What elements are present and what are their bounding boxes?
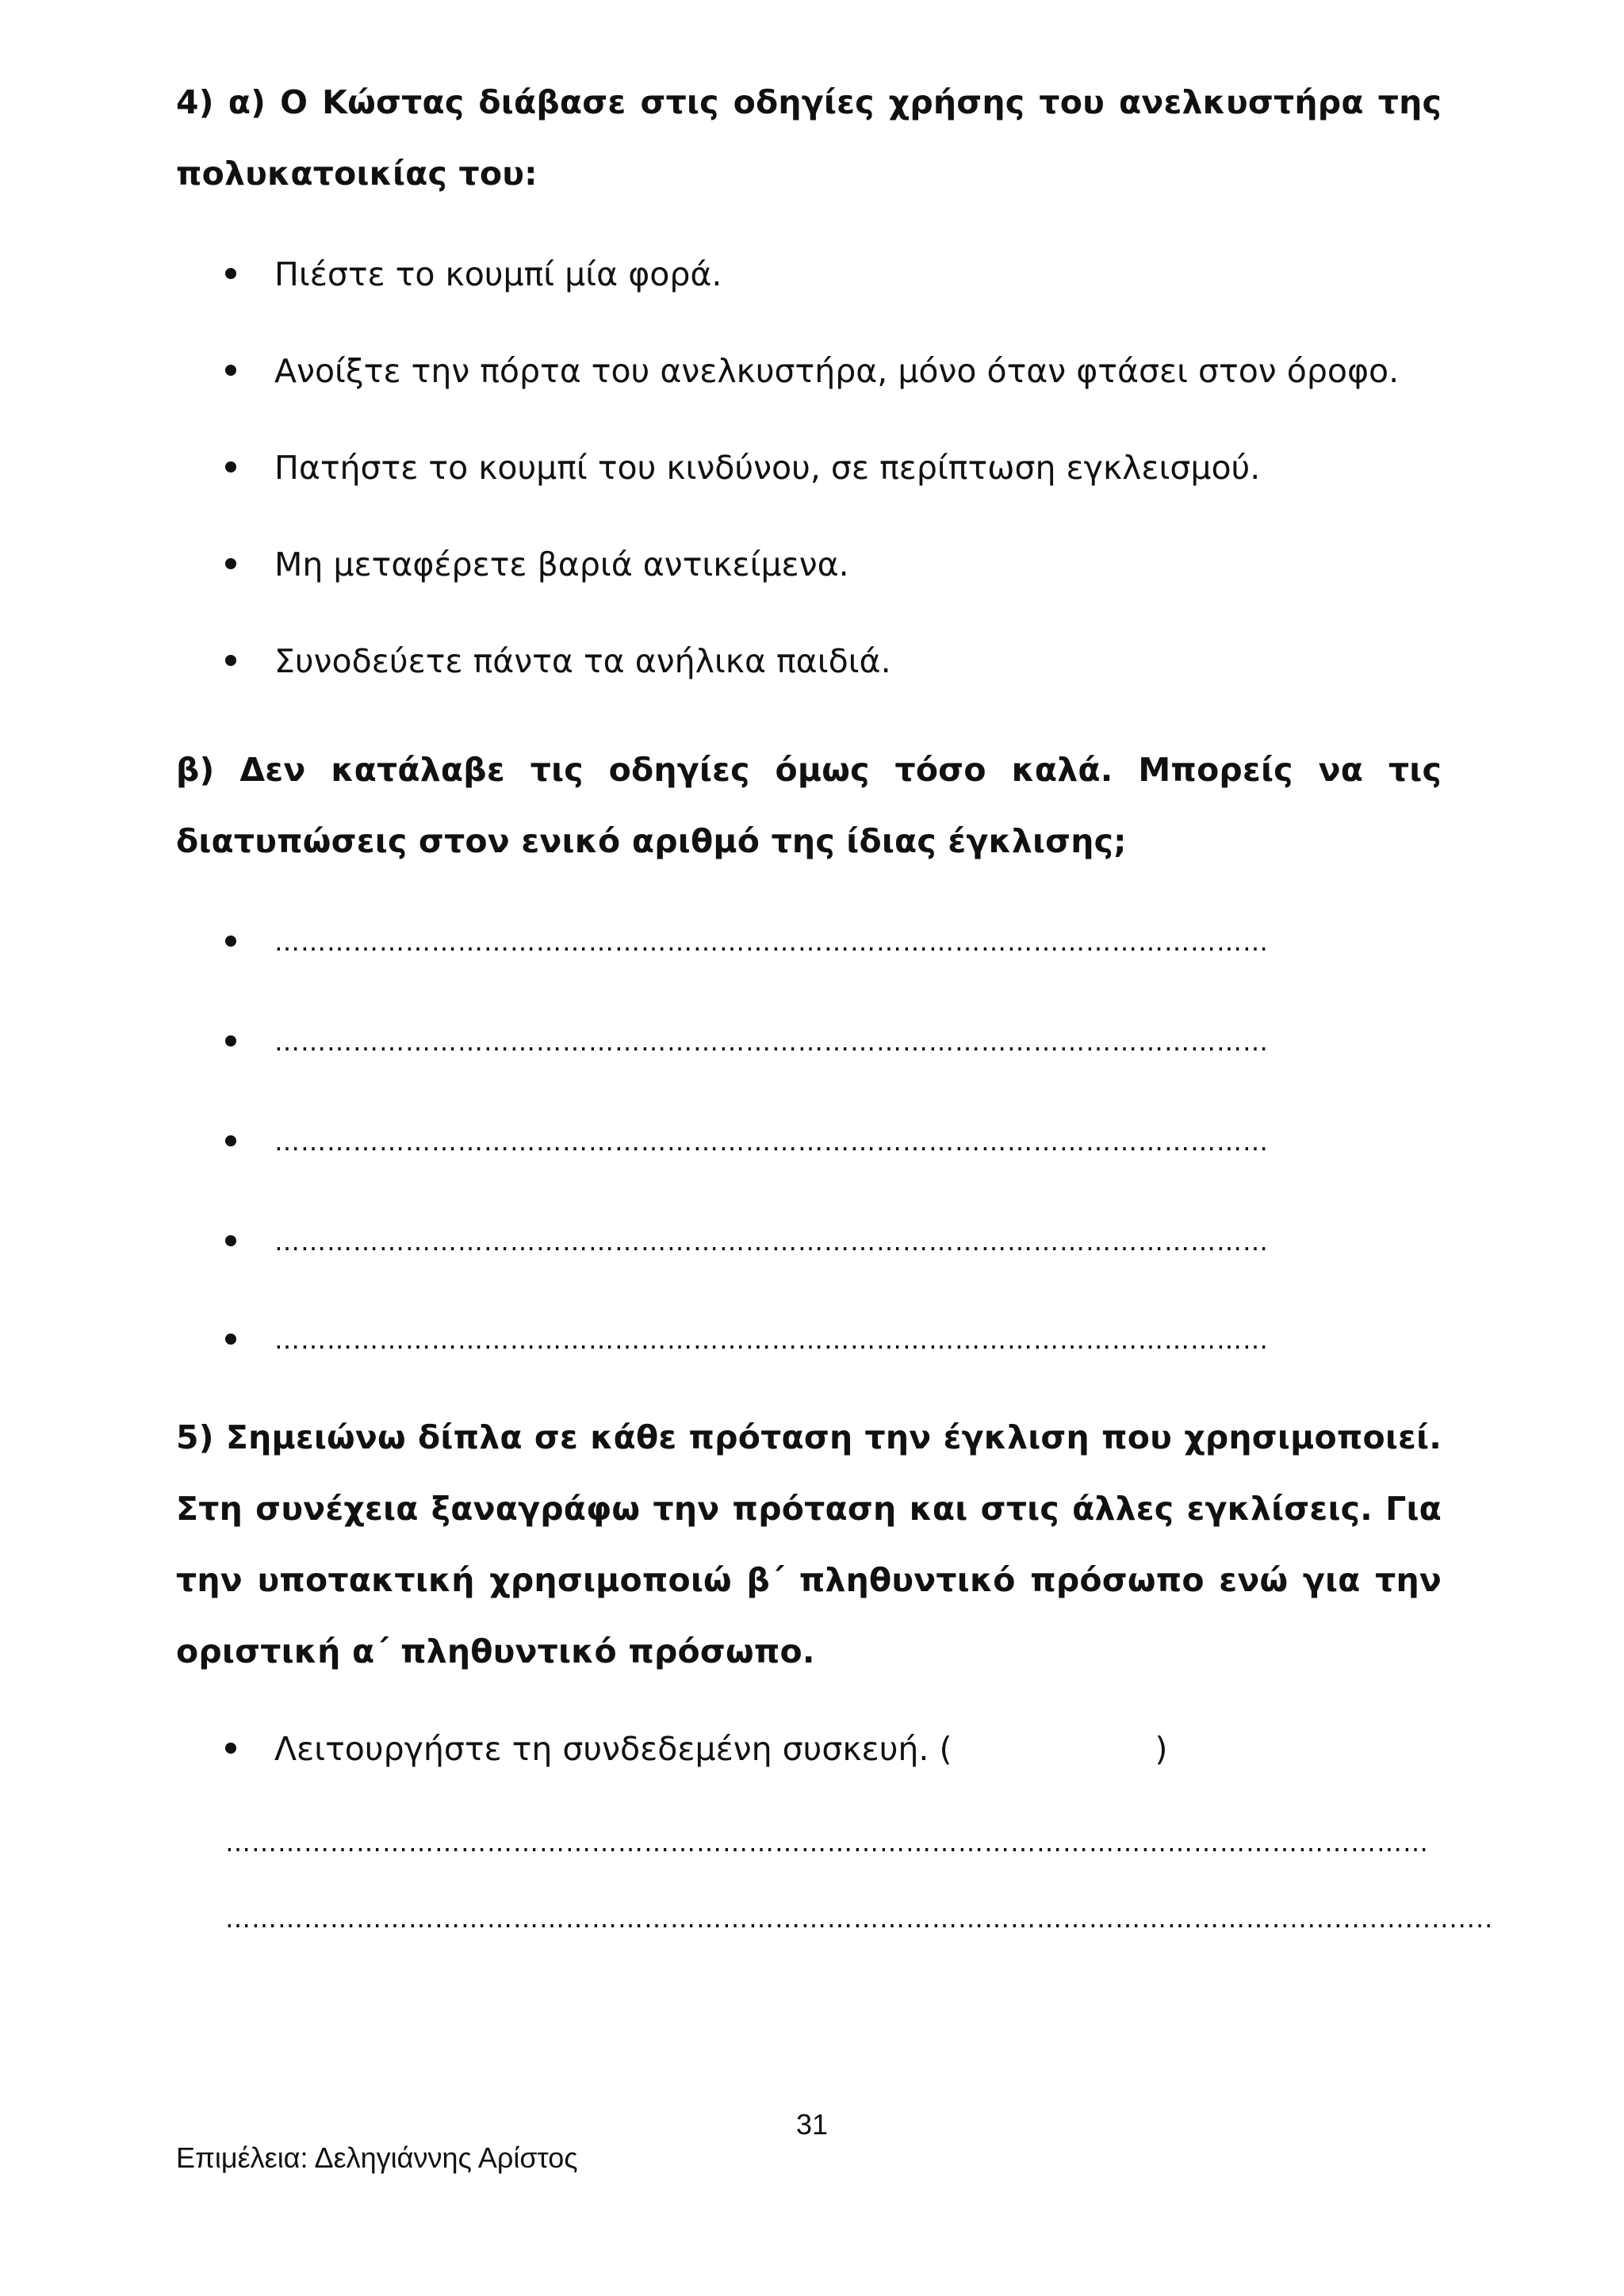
bullet-icon — [225, 461, 236, 473]
question-5-heading: 5) Σημειώνω δίπλα σε κάθε πρόταση την έγκλιση που χρησιμοποιεί. Στη συνέχεια ξαναγράφω την πρόταση και στις άλλες εγκλίσεις. Για την υποτακτική χρησιμοποιώ β΄ πληθυντικό πρόσωπο ενώ για την οριστική α΄ πληθυντικό πρόσωπο. — [176, 1418, 1442, 1670]
q5-sentence-close: ) — [1155, 1730, 1168, 1768]
q5-sentence: Λειτουργήστε τη συνδεδεμένη συσκευή. ( — [274, 1730, 952, 1768]
answer-blank[interactable]: …………………………………………………………………………………………………… — [0, 1018, 1624, 1066]
answer-blank[interactable]: …………………………………………………………………………………………………… — [0, 1316, 1624, 1364]
bullet-icon — [225, 1743, 236, 1754]
answer-blank[interactable]: …………………………………………………………………………………………………… — [0, 1218, 1624, 1265]
question-4a-heading: 4) α) Ο Κώστας διάβασε στις οδηγίες χρήσης του ανελκυστήρα της πολυκατοικίας του: — [176, 83, 1442, 193]
answer-blank[interactable]: …………………………………………………………………………………………………… — [0, 918, 1624, 966]
bullet-icon — [225, 558, 236, 569]
list-item: Συνοδεύετε πάντα τα ανήλικα παιδιά. — [0, 637, 1624, 685]
page-number: 31 — [795, 2108, 829, 2141]
bullet-icon — [225, 1135, 236, 1146]
footer-credit: Επιμέλεια: Δεληγιάννης Αρίστος — [176, 2141, 578, 2174]
bullet-icon — [225, 268, 236, 279]
bullet-icon — [225, 1334, 236, 1345]
answer-line[interactable]: …………………………………………………………………………………………………………......................... — [225, 1904, 1494, 1934]
list-item: Ανοίξτε την πόρτα του ανελκυστήρα, μόνο όταν φτάσει στον όροφο. — [0, 347, 1624, 395]
bullet-icon — [225, 655, 236, 666]
bullet-icon — [225, 936, 236, 947]
answer-line[interactable]: ………………………………………………………………………………………………………………………… — [225, 1827, 1429, 1858]
list-item: Πατήστε το κουμπί του κινδύνου, σε περίπτωση εγκλεισμού. — [0, 444, 1624, 492]
bullet-icon — [225, 1035, 236, 1047]
list-item: Μη μεταφέρετε βαριά αντικείμενα. — [0, 541, 1624, 588]
bullet-icon — [225, 365, 236, 376]
list-item — [0, 1725, 1624, 1773]
list-item: Πιέστε το κουμπί μία φορά. — [0, 251, 1624, 298]
question-4b-heading: β) Δεν κατάλαβε τις οδηγίες όμως τόσο καλά. Μπορείς να τις διατυπώσεις στον ενικό αριθμό της ίδιας έγκλισης; — [176, 751, 1442, 860]
bullet-icon — [225, 1235, 236, 1246]
answer-blank[interactable]: …………………………………………………………………………………………………… — [0, 1118, 1624, 1165]
